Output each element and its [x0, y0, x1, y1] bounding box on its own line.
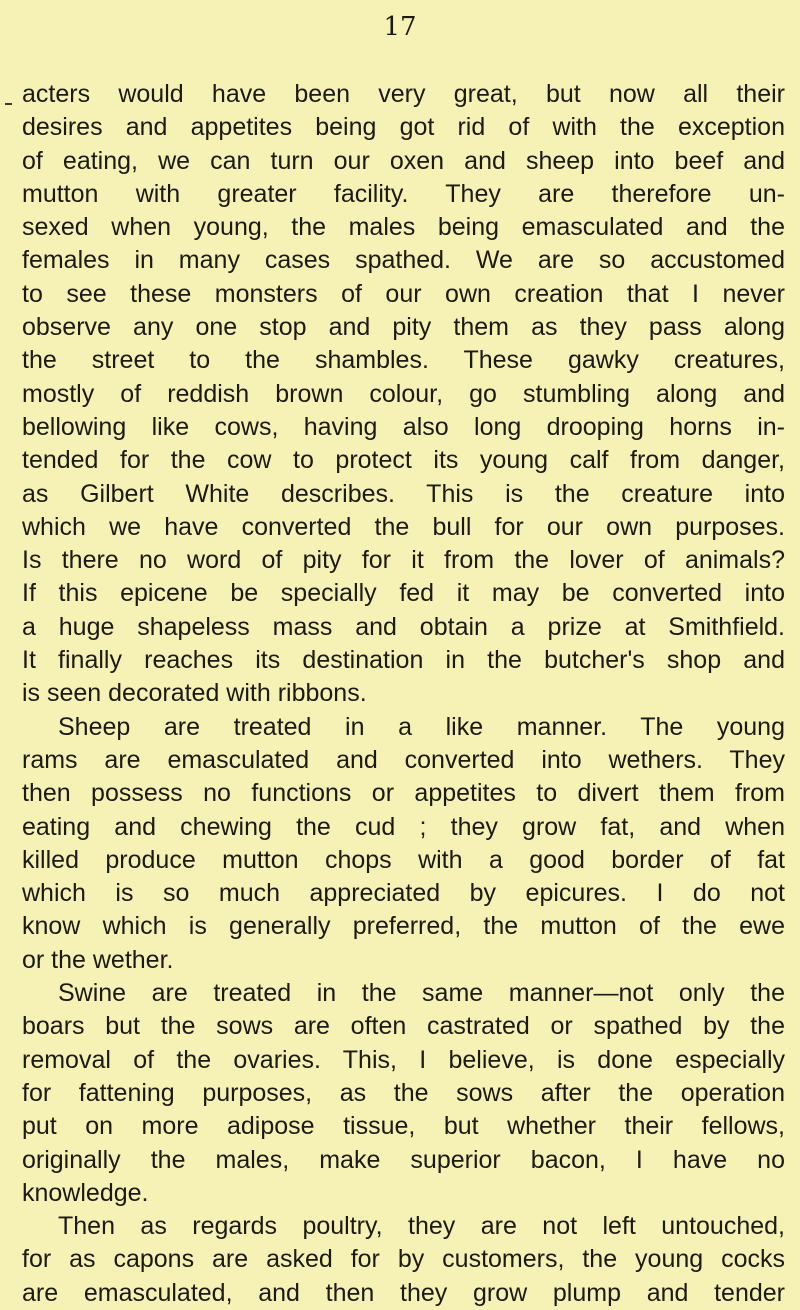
body-text: [22, 78, 785, 1310]
text-line: put on more adipose tissue, but whether their fellows,: [22, 1112, 785, 1141]
text-line: If this epicene be specially fed it may be converted into: [22, 579, 785, 608]
text-line: Is there no word of pity for it from the lover of animals?: [22, 546, 785, 575]
text-line: as Gilbert White describes. This is the creature into: [22, 479, 785, 508]
text-line: rams are emasculated and converted into wethers. They: [22, 745, 785, 774]
text-line: females in many cases spathed. We are so accustomed: [22, 246, 785, 275]
text-line: or the wether.: [22, 945, 174, 974]
text-line: removal of the ovaries. This, I believe, is done especially: [22, 1045, 785, 1074]
text-line: for fattening purposes, as the sows after the operation: [22, 1078, 785, 1107]
text-line: a huge shapeless mass and obtain a prize at Smithfield.: [22, 612, 785, 641]
text-line: of eating, we can turn our oxen and sheep into beef and: [22, 146, 785, 175]
text-line: is seen decorated with ribbons.: [22, 679, 367, 708]
text-line: boars but the sows are often castrated or spathed by the: [22, 1012, 785, 1041]
text-line: which we have converted the bull for our own purposes.: [22, 512, 785, 541]
text-line: mutton with greater facility. They are therefore un-: [22, 179, 785, 208]
continuation-mark: [5, 103, 12, 105]
text-line: for as capons are asked for by customers, the young cocks: [22, 1245, 785, 1274]
text-line: It finally reaches its destination in the butcher's shop and: [22, 646, 785, 675]
text-line: Swine are treated in the same manner—not only the: [58, 979, 785, 1008]
text-line: then possess no functions or appetites to divert them from: [22, 779, 785, 808]
text-line: mostly of reddish brown colour, go stumbling along and: [22, 379, 785, 408]
text-line: killed produce mutton chops with a good border of fat: [22, 845, 785, 874]
text-line: Then as regards poultry, they are not left untouched,: [58, 1212, 785, 1241]
text-line: which is so much appreciated by epicures. I do not: [22, 879, 785, 908]
text-line: originally the males, make superior bacon, I have no: [22, 1145, 785, 1174]
page-number: 17: [383, 12, 417, 42]
text-line: observe any one stop and pity them as they pass along: [22, 313, 785, 342]
text-line: knowledge.: [22, 1178, 149, 1207]
text-line: the street to the shambles. These gawky creatures,: [22, 346, 785, 375]
text-line: acters would have been very great, but now all their: [22, 80, 785, 108]
text-line: know which is generally preferred, the mutton of the ewe: [22, 912, 785, 941]
text-line: eating and chewing the cud ; they grow fat, and when: [22, 812, 785, 841]
text-line: Sheep are treated in a like manner. The young: [58, 712, 785, 741]
text-line: bellowing like cows, having also long drooping horns in-: [22, 412, 785, 441]
text-line: are emasculated, and then they grow plump and tender: [22, 1278, 785, 1307]
text-line: desires and appetites being got rid of with the exception: [22, 113, 785, 142]
text-line: tended for the cow to protect its young calf from danger,: [22, 446, 785, 475]
text-line: sexed when young, the males being emasculated and the: [22, 213, 785, 242]
text-line: to see these monsters of our own creation that I never: [22, 279, 785, 308]
